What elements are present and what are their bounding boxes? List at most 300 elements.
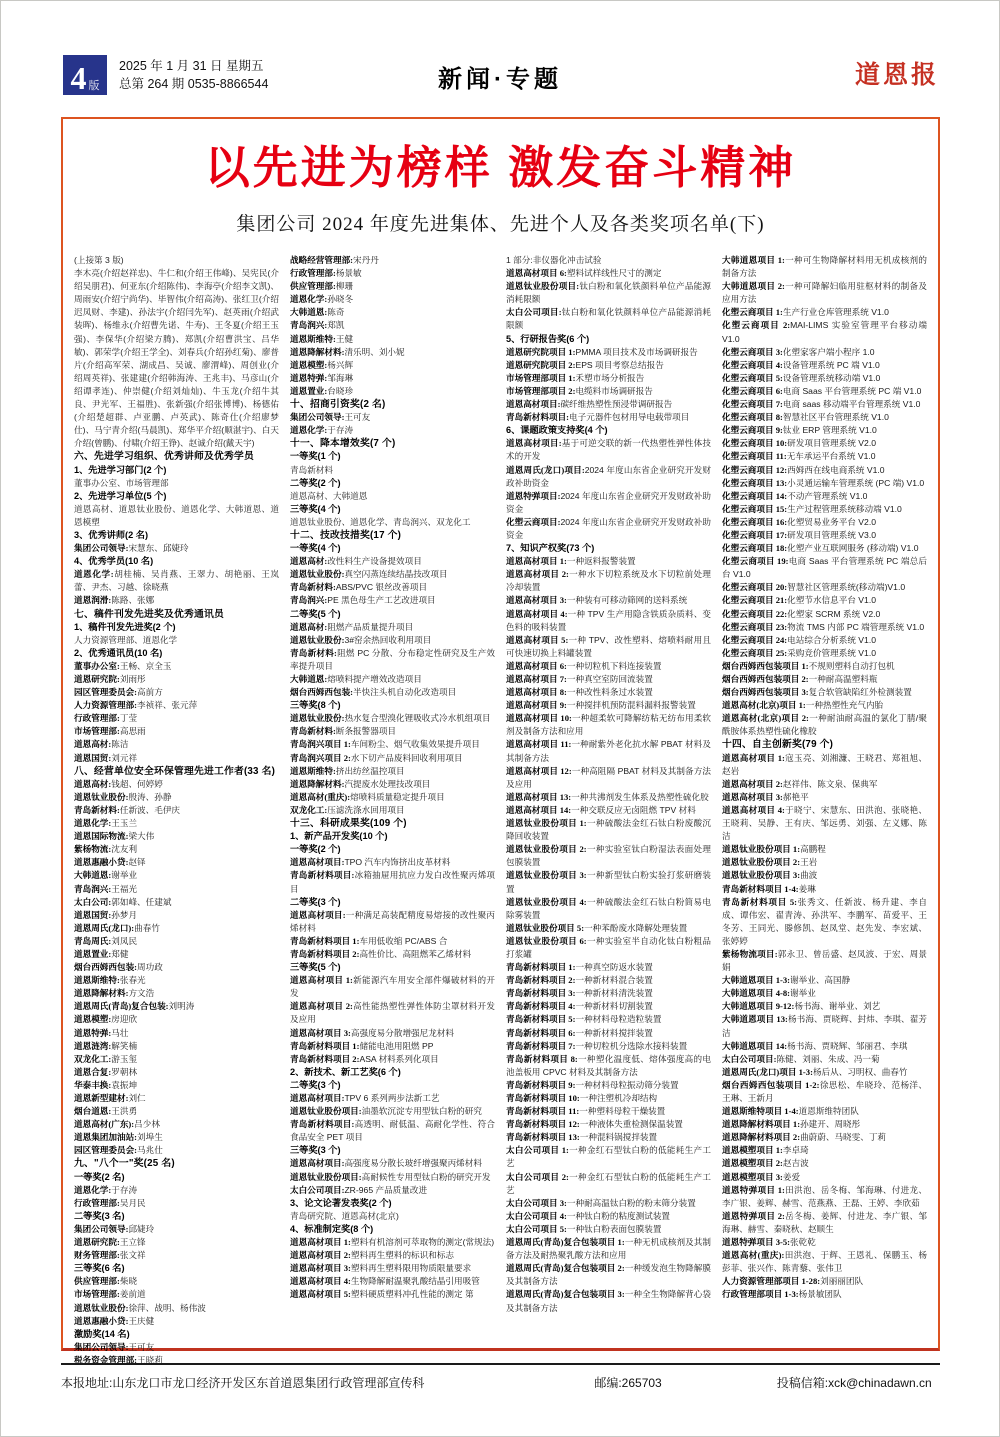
entry-text: 赵铎 [128,857,146,868]
entry-text: 台晓珍 [327,385,354,396]
entry-label: 化塑云商项目 25: [722,647,788,658]
entry-text: 王玉兰 [111,818,138,829]
entry-line [722,1066,927,1079]
entry-line [722,948,927,974]
entry-text: 王立锋 [119,1237,146,1248]
sub-heading: 激励奖(14 名) [74,1328,130,1339]
entry-text: 寇玉亮、刘湘濂、王晓君、郑祖旭、赵岩 [722,752,927,776]
entry-line [290,1053,495,1066]
entry-label: 道恩高材项目 1: [722,752,785,763]
entry-text: 研发项目管理系统 V2.0 [787,438,876,449]
entry-text: 王晓莉 [137,1354,163,1365]
entry-text: 一种高阻隔 PBAT 材料及其制备方法及应用 [506,765,711,789]
entry-label: 道恩高材: [290,556,328,567]
entry-label: 道恩置业: [290,385,328,396]
entry-line [290,594,495,607]
entry-line [506,738,711,764]
entry-text: 丁莹 [119,713,138,724]
entry-text: 陈路、张娜 [111,595,155,606]
entry-label: 道恩降解材料: [290,778,345,789]
entry-line [290,1040,495,1053]
sub-heading: 3、论文论著发表奖(2 个) [290,1197,392,1208]
entry-line [290,1000,495,1026]
entry-line [74,1105,279,1118]
entry-line [722,647,927,660]
entry-text: 一种注塑机冷却结构 [579,1093,658,1103]
entry-line [506,372,711,385]
entry-line [74,778,279,791]
entry-label: 道恩高材项目 5: [290,1289,351,1300]
entry-label: 青岛新材料项目 5: [506,1014,576,1025]
entry-label: 化塑云商项目 5: [722,372,783,383]
entry-text: 一种真空防返水装置 [575,962,653,973]
entry-text: 车间粉尘、烟气收集效果提升项目 [350,739,480,750]
entry-text: 于存涛 [327,425,354,436]
entry-text: 高强度易分散长玻纤增强聚丙烯材料 [344,1158,482,1169]
footer-postcode: 邮编:265703 [594,1376,662,1390]
entry-label: 供应管理部: [290,281,336,292]
entry-line [290,1236,495,1249]
entry-line [290,346,495,359]
entry-label: 化塑云商项目 18: [722,543,788,554]
entry-label: 道恩钛业股份: [74,1302,129,1313]
entry-line [74,1013,279,1026]
entry-line [722,1157,927,1170]
entry-label: 道恩高材项目 1: [506,556,567,567]
entry-label: 道恩高材项目 4: [290,1276,351,1287]
entry-line [290,974,495,1000]
entry-text: 赵祥伟、陈文泉、保典军 [782,778,878,789]
entry-label: 道恩高材项目 2: [290,1250,351,1261]
entry-label: 烟台西姆西包装项目 1: [722,660,809,671]
entry-line [722,1236,927,1249]
entry-line [506,280,711,306]
entry-line [722,450,927,463]
entry-line [290,686,495,699]
entry-text: 化塑节水信息平台 V1.0 [787,595,876,606]
entry-label: 行政管理部: [74,713,120,724]
entry-text: 钛业 ERP 管理系统 V1.0 [782,425,877,436]
entry-line [290,424,495,437]
entry-line [74,1197,279,1210]
entry-text: 张乾乾 [790,1237,816,1248]
entry-line [290,725,495,738]
entry-text: 梁大伟 [128,831,155,842]
page-header [61,53,939,111]
entry-line [290,581,495,594]
entry-text: 电缆料市场调研报告 [575,385,653,396]
entry-line [290,280,495,293]
entry-text: 车用低收缩 PC/ABS 合 [359,935,448,946]
entry-text: PMMA 项目技术及市场调研报告 [575,346,698,357]
entry-label: 化塑云商项目 16: [722,516,788,527]
section-heading: 十一、降本增效奖(7 个) [290,438,396,450]
entry-label: 道恩特弹: [290,372,328,383]
entry-text: ABS/PVC 银丝改善项目 [335,582,428,593]
entry-label: 化塑云商项目 17: [722,529,788,540]
entry-label: 道恩周氏(青岛)复合包装项目 1: [506,1237,625,1248]
entry-label: 道恩高材项目 4: [722,804,785,815]
entry-line [506,843,711,869]
entry-line [506,1262,711,1288]
entry-line [722,1171,927,1184]
entry-label: 道恩高材项目 3: [722,791,783,802]
entry-text: 殷涛、孙静 [128,791,172,802]
entry-text: 阻燃产品质量提升项目 [327,621,414,632]
entry-line [722,699,927,712]
entry-line [290,293,495,306]
entry-text: 郝艳平 [782,791,809,802]
entry-label: 大韩道恩: [290,307,328,318]
text-line: 李木亮(介绍赵祥忠)、牛仁和(介绍王伟峰)、吴宪民(介绍吴朋君)、何亚东(介绍陈伟)、李海亭(介绍李文凯)、周雨安(介绍宁尚华)、毕智伟(介绍高涛)、张红卫(介绍迟凤财、李建)、孙法宇(介绍闫先军)、赵英雨(介绍武装晖)、杨维永(介绍曹先诺、牛寿)、王冬夏(介绍王玉强)、李保华(介绍梁方腾)、郑凯(介绍曹洪宝、吕华敏)、郭荣学(介绍王学全)、刘春兵(介绍孙红菊)、廖普片(介绍高军荣、湖成昌、吴诚、廖渭峰)、周创业(介绍周英祥)、张建建(介绍韩海涛、王兆丰)、马彦山(介绍谭孝连)、仲崇健(介绍刘灿灿)、牛玉龙(介绍牛其良、尹光军、王福胜)、张新强(介绍张博博)、杨德佑(介绍楚超群、卢亚鹏、卢英武)、陈奇仕(介绍廖梦仕)、马宁青介绍(马晨凯)、郑华平介绍(顺湛宇)、白天介绍(曾鹏)、付啸(介绍王铮)、赵诚介绍(戴天宇) [74,268,279,449]
entry-label: 大韩道恩: [74,870,112,881]
entry-text: 任新波、毛伊庆 [119,804,181,815]
entry-label: 道恩高材项目 7: [506,674,567,684]
text-line: (上接第 3 版) [74,255,124,265]
entry-label: 道恩高材项目 9: [506,700,567,711]
entry-text: 一种材料母粒振动筛分装置 [575,1079,679,1090]
entry-label: 行政管理部项目 1-3: [722,1289,799,1300]
entry-text: 吕少林 [134,1119,160,1130]
entry-label: 化塑云商项目 6: [722,385,783,396]
entry-label: 化塑云商项目 13: [722,477,788,488]
entry-line [506,974,711,987]
entry-text: 高前方 [137,687,163,698]
entry-text: 西姆西在线电商系统 V1.0 [787,464,885,475]
entry-text: 于晓宁、宋慧东、田洪泡、张晓艳、王晓莉、吴静、王有庆、邹远勇、刘强、左义娜、陈洁 [722,804,927,842]
text-columns [63,236,938,1373]
entry-label: 道恩斯维特项目 1-4: [722,1106,799,1117]
sub-heading: 2、优秀通讯员(10 名) [74,647,163,658]
entry-text: 杨书海、谢举业、刘艺 [794,1001,881,1012]
entry-label: 道恩高材项目 1: [290,1237,351,1248]
entry-text: 一种新型钛白粉实验打浆研磨装置 [506,870,711,894]
entry-line [506,1236,711,1262]
entry-line [74,738,279,751]
entry-text: 郭如峰、任建斌 [111,896,172,907]
entry-text: 清乐明、刘小妮 [344,346,405,357]
entry-line [290,634,495,647]
entry-line [74,699,279,712]
entry-line [290,385,495,398]
entry-label: 道恩斯维特: [290,333,336,344]
entry-line [74,1079,279,1092]
text-line: 青岛新材料 [290,464,333,475]
entry-text: 一种搅拌机预防混料漏料报警装置 [566,700,696,711]
entry-text: 塑料再生塑料限用物质限量要求 [350,1263,472,1274]
entry-text: 化塑家 SCRM 系统 V2.0 [787,608,881,619]
entry-text: 一种塑化温度低、熔体强度高的电池盖板用 CPVC 材料及其制备方法 [506,1053,711,1077]
entry-label: 道恩高材项目: [290,857,345,868]
entry-label: 道恩钛业股份项目 2: [506,844,587,855]
entry-label: 财务管理部: [74,1250,120,1261]
entry-text: 一种缓发泡生物降解膜及其制备方法 [506,1263,711,1287]
text-line: 道恩钛业股份、道恩化学、青岛润兴、双龙化工 [290,516,471,527]
entry-line [722,1288,927,1301]
entry-line [74,1053,279,1066]
entry-label: 双龙化工: [290,804,328,815]
entry-label: 道恩新型建材: [74,1093,129,1103]
entry-label: 道恩钛业股份项目 1: [722,844,801,855]
entry-text: 化塑贸易业务平台 V2.0 [787,516,876,527]
entry-line [506,1027,711,1040]
entry-line [722,1013,927,1039]
entry-text: 马壮 [111,1027,129,1038]
entry-line [74,660,279,673]
entry-line [290,647,495,673]
entry-text: 房迎欣 [111,1014,138,1025]
entry-line [722,372,927,385]
entry-line [722,464,927,477]
entry-label: 道恩钛业股份项目 1: [506,818,587,829]
entry-text: 一种混料锅搅拌装置 [579,1132,658,1143]
entry-text: 塑料硬质塑料冲孔性能的测定 第 [350,1289,474,1300]
entry-text: 一种金红石型钛白粉的低能耗生产工艺 [506,1145,711,1169]
entry-label: 青岛新材料项目 2: [290,948,360,959]
entry-label: 双龙化工: [74,1053,112,1064]
entry-label: 道恩特弹项目 3-5: [722,1237,791,1248]
entry-label: 道恩高材: [74,739,112,750]
entry-label: 道恩降解材料: [290,346,345,357]
entry-line [722,516,927,529]
entry-text: 柴晓 [119,1276,138,1287]
entry-label: 化塑云商项目 12: [722,464,788,475]
entry-text: 2024 年度山东省企业研究开发财政补助资金 [506,464,711,488]
entry-label: 化塑云商项目 24: [722,634,788,645]
entry-line [74,791,279,804]
entry-text: 张春光 [119,975,146,986]
entry-text: 一种耐高温塑料瓶 [808,674,878,684]
entry-text: 汽提废水处理技改项目 [344,778,431,789]
entry-label: 青岛新材料项目 6: [506,1027,576,1038]
sub-heading: 二等奖(3 个) [290,896,341,907]
entry-line [506,765,711,791]
entry-text: 钱超、何婷婷 [111,778,163,789]
entry-text: 杨兴辉 [327,359,354,370]
entry-text: 一种可降解妇临用驻枢材料的制备及应用方法 [722,281,927,305]
entry-label: 青岛新材料项目 7: [506,1040,576,1051]
entry-text: 高性能热塑性弹性体防尘罩材料开发及应用 [290,1001,495,1025]
entry-line [290,555,495,568]
entry-line [506,490,711,516]
entry-line [722,1053,927,1066]
entry-label: 道恩降解材料项目 1: [722,1119,801,1130]
entry-label: 大韩道恩项目 1-3: [722,975,791,986]
sub-heading: 5、行研报告奖(6 个) [506,333,590,344]
entry-line [722,660,927,673]
entry-line [722,359,927,372]
entry-line [506,673,711,686]
entry-line [722,581,927,594]
entry-text: 刘元祥 [111,752,138,763]
entry-line [290,359,495,372]
entry-text: 徐萍、战明、杨伟波 [128,1302,206,1313]
entry-line [506,346,711,359]
entry-text: 杨后从、习明权、曲春竹 [812,1066,908,1077]
sub-heading: 1、新产品开发奖(10 个) [290,831,388,842]
entry-text: 田洪泡、岳冬梅、邹海琳、付进龙、李广银、姜辉、赫雪、范燕燕、王磊、王婷、李欣茹 [722,1184,927,1208]
entry-line [506,398,711,411]
entry-label: 太白公司: [74,896,112,907]
entry-label: 道恩高材项目 2: [722,778,783,789]
entry-label: 化塑云商项目 4: [722,359,783,370]
entry-text: 高鹏程 [800,844,826,855]
entry-line [290,935,495,948]
entry-line [506,1118,711,1131]
entry-line [290,804,495,817]
entry-label: 太白公司项目: [722,1053,777,1064]
entry-line [722,254,927,280]
entry-text: 物流 TMS 内部 PC 端管理系统 V1.0 [787,621,925,632]
entry-text: 一种无机成核剂及其制备方法及耐热聚乳酸方法和应用 [506,1237,711,1261]
entry-label: 道恩斯维特: [290,765,336,776]
entry-label: 道恩钛业股份: [290,569,345,580]
entry-text: 一种满足高装配精度易熔接的改性聚丙烯材料 [290,909,495,933]
entry-text: 一种超柔软可降解纺粘无纺布用柔软剂及制备方法和应用 [506,713,711,737]
entry-text: 一种改性料条过水装置 [566,687,653,698]
issue-line: 总第 264 期 0535-8866544 [119,77,269,91]
sub-heading: 2、先进学习单位(5 个) [74,490,167,501]
entry-line [722,529,927,542]
entry-text: 阻燃 PC 分散、分布稳定性研究及生产效率提升项目 [290,647,495,671]
page-number-suffix: 版 [88,80,100,92]
footer-email: 投稿信箱:xck@chinadawn.cn [776,1376,932,1390]
entry-text: 塑料试样线性尺寸的测定 [566,268,662,279]
entry-text: 于存涛 [111,1184,138,1195]
entry-label: 太白公司项目 2: [506,1171,569,1182]
entry-line [506,869,711,895]
entry-line [290,1171,495,1184]
entry-line [506,555,711,568]
entry-label: 人力资源管理部项目 1-28: [722,1276,821,1287]
entry-text: 生物降解耐温聚乳酸结晶引用吸管 [350,1276,480,1287]
entry-line [74,935,279,948]
entry-label: 化塑云商项目 11: [722,451,787,462]
entry-line [74,542,279,555]
entry-label: 道恩高材项目 3: [290,1027,351,1038]
entry-label: 道恩高材项目 10: [506,713,572,724]
entry-label: 道恩周氏(龙口)项目 1-3: [722,1066,813,1077]
entry-line [506,712,711,738]
entry-label: 园区管理委员会: [74,1145,138,1156]
sub-heading: 一等奖(2 名) [74,1171,125,1182]
entry-label: 青岛润兴: [290,320,328,331]
section-heading: 九、"八个一"奖(25 名) [74,1158,175,1170]
entry-line [506,1210,711,1223]
entry-text: ZR-965 产品质量改进 [344,1184,428,1195]
entry-line [722,634,927,647]
entry-label: 市场管理部: [74,1289,120,1300]
entry-line [506,464,711,490]
entry-text: 谢举业、高国静 [790,975,851,986]
entry-label: 化塑云商项目 9: [722,425,783,436]
entry-line [722,1000,927,1013]
entry-label: 太白公司项目: [506,307,562,318]
entry-line [722,542,927,555]
entry-line [722,752,927,778]
entry-line [290,1275,495,1288]
entry-line [74,1000,279,1013]
text-line: 青岛研究院、道恩高材(北京) [290,1210,399,1221]
entry-text: 高思雨 [119,726,146,737]
entry-text: 罗朝林 [111,1066,138,1077]
entry-label: 道恩模塑: [290,359,328,370]
entry-line [290,869,495,895]
entry-text: 孙梦月 [111,909,138,920]
entry-label: 青岛新材料项目 13: [506,1132,580,1143]
entry-line [722,856,927,869]
entry-label: 青岛新材料项目 1: [290,1040,360,1051]
entry-label: 青岛新材料项目 8: [506,1053,578,1064]
entry-text: 化塑家客户端小程序 1.0 [782,346,875,357]
entry-text: 高强度易分散增强尼龙材料 [350,1027,455,1038]
entry-text: 赵吉波 [782,1158,809,1169]
entry-line [722,712,927,738]
entry-text: 陈健、刘丽、朱成、冯一菊 [776,1053,880,1064]
entry-label: 化塑云商项目 10: [722,438,788,449]
entry-label: 道恩高材项目: [290,1158,345,1169]
entry-text: 智慧社区平台管理系统 V1.0 [782,412,889,423]
text-line: 道恩高材、道恩钛业股份、道恩化学、大韩道恩、道恩模塑 [74,503,279,527]
entry-line [722,280,927,306]
entry-text: 设备管理系统 PC 端 V1.0 [782,359,880,370]
headline-subtitle: 集团公司 2024 年度先进集体、先进个人及各类奖项名单(下) [236,214,765,235]
entry-text: 宋慧东、邱婕玲 [128,543,189,554]
entry-text: 张秀文、任新波、杨升建、李自成、谭伟宏、翟青涛、孙洪军、李鹏军、苗爱平、王冬芳、王同光、滕修凯、赵凤堂、赵先发、李宏斌、张婷婷 [722,896,927,946]
entry-text: 王岩 [800,857,818,868]
entry-label: 道恩高材项目 2: [506,569,569,580]
entry-text: 冰箱抽屉用抗应力发白改性聚丙烯项目 [290,870,495,894]
entry-text: 田洪泡、于辉、王恩礼、保鹏玉、杨彭菲、张兴作、陈青藜、张伟卫 [722,1250,927,1274]
entry-label: 道恩化学: [74,818,112,829]
entry-label: 道恩高材项目 4: [506,608,568,619]
entry-text: 高透明、耐低温、高耐化学性、符合食品安全 PET 项目 [290,1119,495,1143]
entry-line [290,1288,495,1301]
entry-label: 道恩高材项目 13: [506,791,572,802]
entry-line [722,398,927,411]
entry-text: 改性料生产设备提效项目 [327,556,422,567]
entry-label: 道恩高材: [290,621,328,632]
entry-text: 一种金红石型钛白粉的低能耗生产工艺 [506,1171,711,1195]
entry-label: 青岛新材料项目 3: [506,988,576,999]
entry-text: 化塑产业互联网服务 (移动端) V1.0 [787,543,919,554]
entry-label: 道恩周氏(青岛)复合包装: [74,1001,169,1012]
entry-label: 战略经营管理部: [290,255,354,265]
entry-label: 道恩钛业股份项目: [290,1171,362,1182]
entry-line [290,712,495,725]
entry-text: 杨景敏团队 [798,1289,842,1300]
entry-line [722,843,927,856]
sub-heading: 一等奖(1 个) [290,451,341,462]
sub-heading: 三等奖(4 个) [290,503,341,514]
entry-label: 道恩高材项目 2: [290,1001,353,1012]
entry-line [290,752,495,765]
entry-text: 一种 TPV 生产用隐含铁质杂质料、变色料的吸料装置 [506,608,711,632]
entry-label: 化塑云商项目 8: [722,412,783,423]
entry-text: 道恩斯维特团队 [798,1106,859,1117]
sub-heading: 二等奖(3 个) [290,1079,341,1090]
entry-text: 姜前道 [119,1289,146,1300]
entry-text: 一种实验室半自动化钛白粉粗品打浆罐 [506,935,711,959]
entry-label: 道恩模塑项目 2: [722,1158,783,1169]
entry-line [722,1079,927,1105]
entry-label: 道恩高材项目: [290,909,346,920]
entry-label: 供应管理部: [74,1276,120,1287]
entry-label: 董事办公室: [74,660,120,671]
sub-heading: 三等奖(8 个) [290,700,341,711]
entry-label: 道恩高材(重庆): [290,791,351,802]
entry-label: 道恩高材项目 11: [506,739,572,750]
